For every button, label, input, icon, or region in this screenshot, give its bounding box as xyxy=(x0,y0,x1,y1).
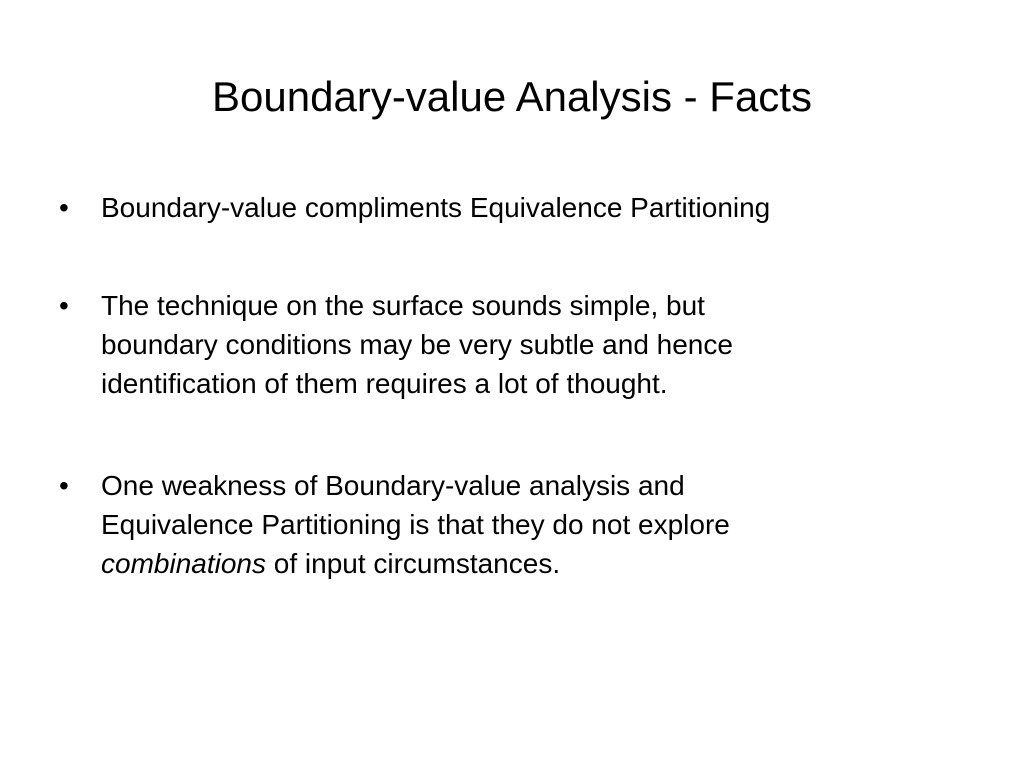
bullet-marker: • xyxy=(59,470,69,501)
bullet-text xyxy=(101,466,921,583)
bullet-line-rest: of input circumstances. xyxy=(265,548,561,579)
bullet-line: Boundary-value compliments Equivalence Partitioning xyxy=(101,192,771,223)
slide-title: Boundary-value Analysis - Facts xyxy=(212,73,812,120)
bullet-line: Equivalence Partitioning is that they do not explore xyxy=(101,509,730,540)
bullet-marker: • xyxy=(59,192,69,223)
emphasized-word: combinations xyxy=(101,548,266,579)
bullet-text xyxy=(101,188,921,227)
bullet-line: boundary conditions may be very subtle and hence xyxy=(101,329,733,360)
bullet-line: identification of them requires a lot of thought. xyxy=(101,368,668,399)
bullet-line-last xyxy=(101,544,921,583)
bullet-line: One weakness of Boundary-value analysis and xyxy=(101,470,685,501)
bullet-line: The technique on the surface sounds simple, but xyxy=(101,290,705,321)
bullet-text xyxy=(101,286,921,403)
bullet-marker: • xyxy=(59,290,69,321)
